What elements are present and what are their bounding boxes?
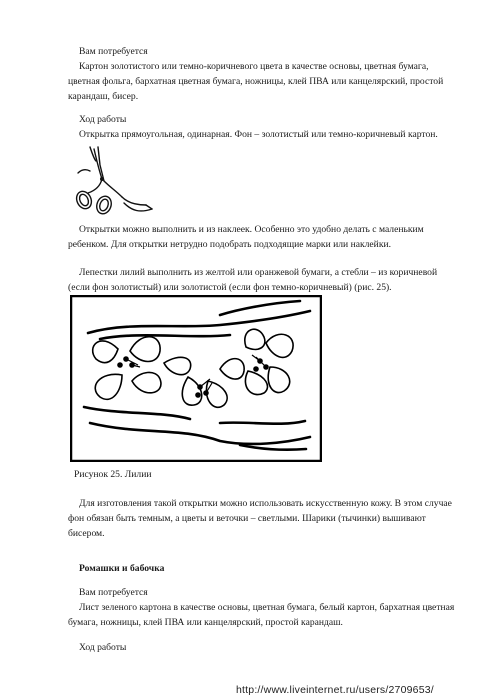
work-heading-1: Ход работы xyxy=(79,114,127,125)
needs-heading-2: Вам потребуется xyxy=(79,587,148,598)
stickers-text: Открытки можно выполнить и из наклеек. Особенно это удобно делать с маленьким ребенком. Для открытки нетрудно подобрать подходящие марки или наклейки. xyxy=(68,224,424,250)
scissors-illustration xyxy=(70,143,154,223)
figure-caption: Рисунок 25. Лилии xyxy=(74,469,152,480)
leather-text: Для изготовления такой открытки можно использовать искусственную кожу. В этом случае фон обязан быть темным, а цветы и веточки – светлыми. Шарики (тычинки) вышивают бисером. xyxy=(68,498,452,539)
petals-text: Лепестки лилий выполнить из желтой или оранжевой бумаги, а стебли – из коричневой (если фон золотистый) или золотистой (если фон темно-коричневый) (рис. 25). xyxy=(68,267,438,293)
lilies-illustration xyxy=(70,295,322,462)
needs-heading-1: Вам потребуется xyxy=(79,46,148,57)
needs-text-1: Картон золотистого или темно-коричневого цвета в качестве основы, цветная бумага, цветная фольга, бархатная цветная бумага, ножницы, клей ПВА или канцелярский, простой карандаш, бисер. xyxy=(68,61,444,102)
work-heading-2: Ход работы xyxy=(79,642,127,653)
footer-url[interactable]: http://www.liveinternet.ru/users/2709653/ xyxy=(236,684,434,696)
work-text-1: Открытка прямоугольная, одинарная. Фон – золотистый или темно-коричневый картон. xyxy=(79,129,438,140)
section-title: Ромашки и бабочка xyxy=(79,563,165,574)
needs-text-2: Лист зеленого картона в качестве основы, цветная бумага, белый картон, бархатная цветная бумага, ножницы, клей ПВА или канцелярский, простой карандаш. xyxy=(68,602,455,628)
